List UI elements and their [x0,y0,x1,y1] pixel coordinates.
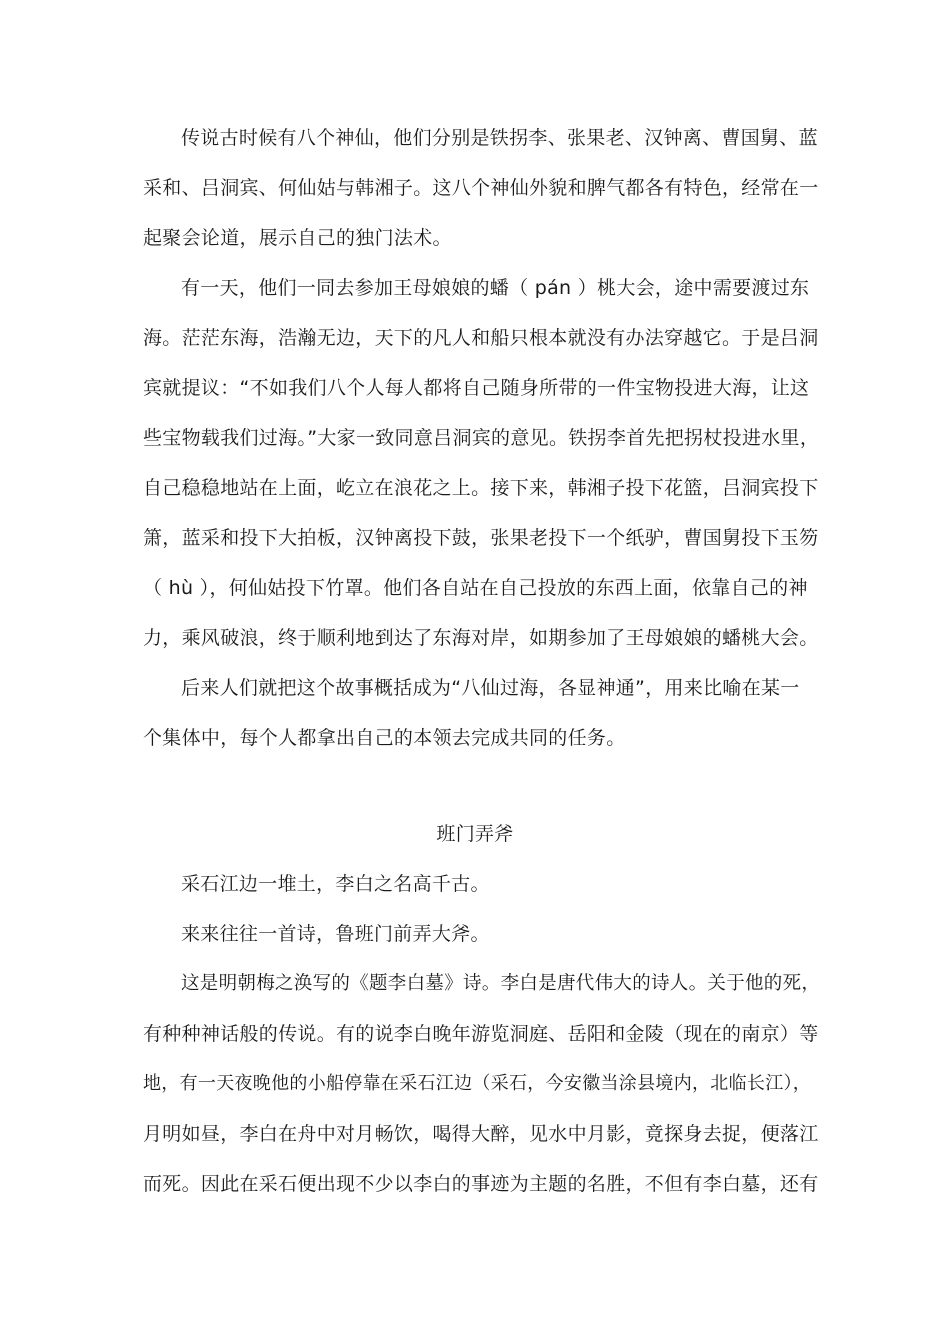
paragraph-2-line-3: 宾就提议：“不如我们八个人每人都将自己随身所带的一件宝物投进大海，让这 [143,377,810,399]
poem-line-1: 采石江边一堆土，李白之名高千古。 [181,873,490,895]
paragraph-4-line-2: 有种种神话般的传说。有的说李白晚年游览洞庭、岳阳和金陵（现在的南京）等 [143,1023,819,1045]
paragraph-2-line-8: 力，乘风破浪，终于顺利地到达了东海对岸，如期参加了王母娘娘的蟠桃大会。 [143,627,819,649]
paragraph-2-line-5: 自己稳稳地站在上面，屹立在浪花之上。接下来，韩湘子投下花篮，吕洞宾投下 [143,477,819,499]
paragraph-4-line-1: 这是明朝梅之涣写的《题李白墓》诗。李白是唐代伟大的诗人。关于他的死， [181,973,821,994]
paragraph-4-line-5: 而死。因此在采石便出现不少以李白的事迹为主题的名胜，不但有李白墓，还有 [143,1173,819,1195]
paragraph-1-line-3: 起聚会论道，展示自己的独门法术。 [143,227,452,249]
paragraph-3-line-1: 后来人们就把这个故事概括成为“八仙过海，各显神通”，用来比喻在某一 [181,677,800,699]
paragraph-3-line-2: 个集体中，每个人都拿出自己的本领去完成共同的任务。 [143,727,626,749]
paragraph-4-line-3: 地，有一天夜晚他的小船停靠在采石江边（采石，今安徽当涂县境内，北临长江）， [143,1073,812,1094]
paragraph-2-line-7: （ hù ），何仙姑投下竹罩。他们各自站在自己投放的东西上面，依靠自己的神 [143,577,808,599]
paragraph-2-line-1: 有一天，他们一同去参加王母娘娘的蟠（ pán ）桃大会，途中需要渡过东 [181,277,810,299]
paragraph-2-line-4: 些宝物载我们过海。”大家一致同意吕洞宾的意见。铁拐李首先把拐杖投进水里， [143,427,820,449]
paragraph-4-line-4: 月明如昼，李白在舟中对月畅饮，喝得大醉，见水中月影，竟探身去捉，便落江 [143,1123,819,1145]
paragraph-2-line-2: 海。茫茫东海，浩瀚无边，天下的凡人和船只根本就没有办法穿越它。于是吕洞 [143,327,819,349]
poem-line-2: 来来往往一首诗，鲁班门前弄大斧。 [181,923,490,945]
paragraph-1-line-2: 采和、吕洞宾、何仙姑与韩湘子。这八个神仙外貌和脾气都各有特色，经常在一 [143,177,819,199]
paragraph-2-line-6: 箫，蓝采和投下大拍板，汉钟离投下鼓，张果老投下一个纸驴，曹国舅投下玉笏 [143,527,819,549]
paragraph-1-line-1: 传说古时候有八个神仙，他们分别是铁拐李、张果老、汉钟离、曹国舅、蓝 [181,127,818,149]
section-title: 班门弄斧 [436,823,514,845]
